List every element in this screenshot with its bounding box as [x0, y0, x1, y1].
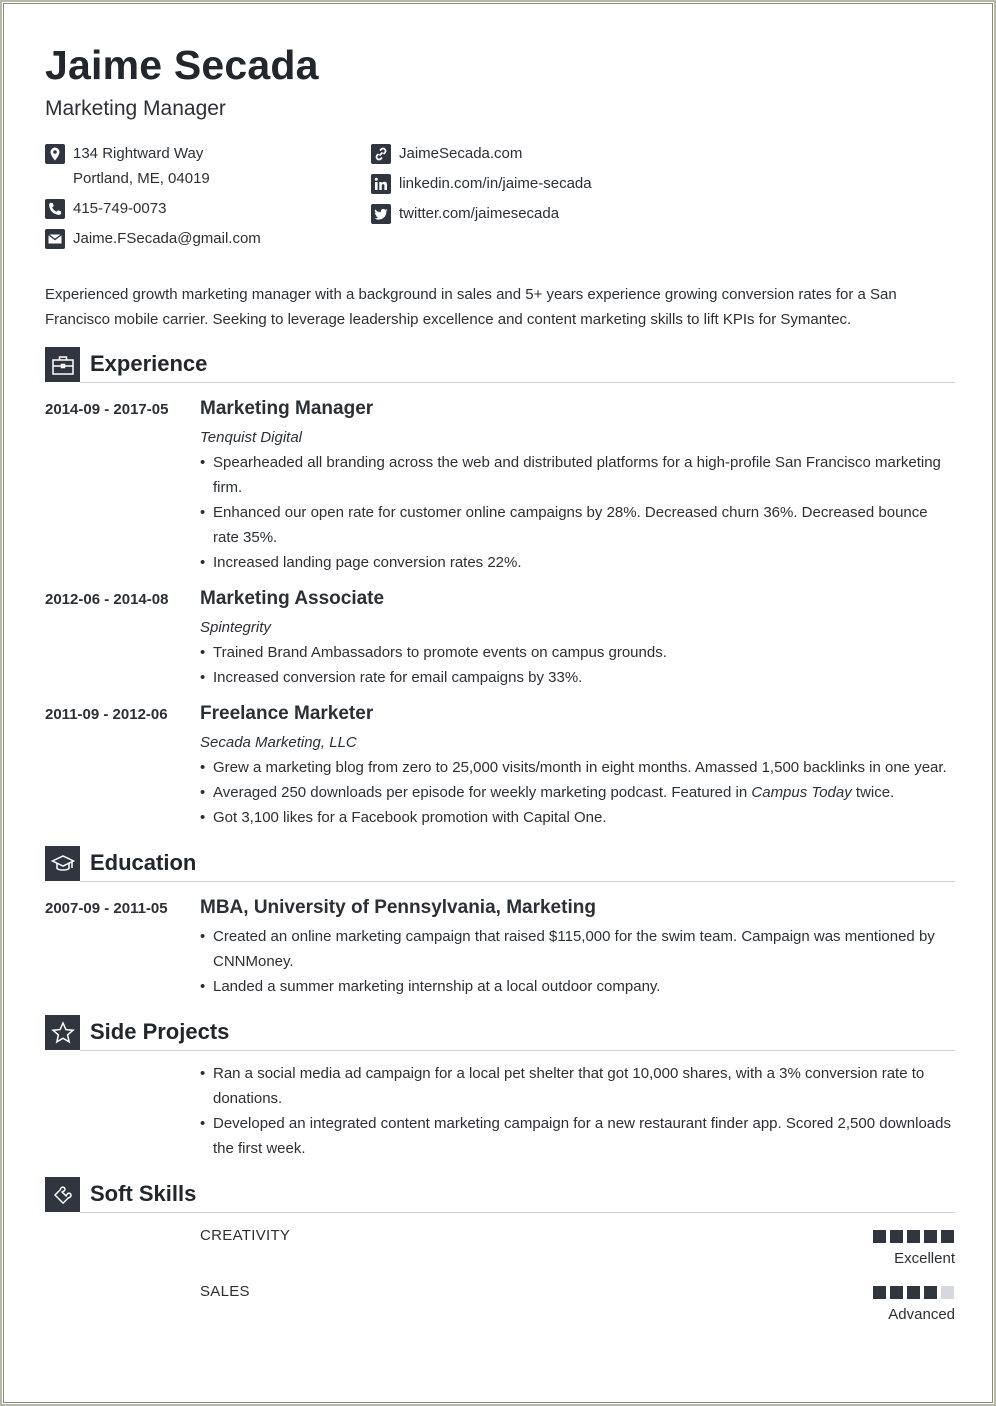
address-block — [73, 141, 210, 191]
rating-square-filled — [890, 1286, 903, 1299]
summary-text: Experienced growth marketing manager with a background in sales and 5+ years experience growing conversion rates for a San Francisco mobile carrier. Seeking to leverage leadership excellence and content marketing skills to lift KPIs for Symantec. — [45, 286, 897, 328]
rating-square-filled — [907, 1230, 920, 1243]
address-line1: 134 Rightward Way — [73, 145, 204, 162]
list-item: • Ran a social media ad campaign for a local pet shelter that got 10,000 shares, with a 3% conversion rate to donations. — [200, 1061, 955, 1111]
job-company: Tenquist Digital — [200, 429, 303, 446]
education-dates: 2007-09 - 2011-05 — [45, 900, 168, 917]
rating-square-filled — [924, 1286, 937, 1299]
side-projects-heading: Side Projects — [90, 1019, 230, 1044]
skill-rating — [873, 1286, 954, 1299]
skill-name: SALES — [200, 1283, 250, 1300]
rating-square-filled — [890, 1230, 903, 1243]
email-icon — [45, 229, 65, 249]
rating-square-filled — [907, 1286, 920, 1299]
podcast-feature: Campus Today — [751, 784, 852, 801]
list-item: • Increased landing page conversion rates 22%. — [200, 550, 950, 575]
job-bullets — [200, 450, 950, 575]
soft-skills-heading: Soft Skills — [90, 1181, 197, 1206]
phone-text[interactable]: 415-749-0073 — [73, 200, 167, 217]
list-item: • Landed a summer marketing internship at a local outdoor company. — [200, 974, 950, 999]
link-icon — [371, 144, 391, 164]
education-bullets — [200, 924, 950, 999]
job-company: Spintegrity — [200, 619, 271, 636]
resume-name: Jaime Secada — [45, 42, 319, 88]
job-title: Marketing Associate — [200, 588, 385, 609]
experience-heading: Experience — [90, 351, 208, 376]
list-item: • Trained Brand Ambassadors to promote events on campus grounds. — [200, 640, 950, 665]
degree-title: MBA, University of Pennsylvania, Marketing — [200, 897, 596, 918]
bullet-text: Averaged 250 downloads per episode for weekly marketing podcast. Featured in — [213, 784, 748, 801]
job-bullets — [200, 640, 950, 690]
education-heading: Education — [90, 850, 197, 875]
job-title: Freelance Marketer — [200, 703, 374, 724]
job-title: Marketing Manager — [200, 398, 374, 419]
phone-icon — [45, 199, 65, 219]
rating-square-filled — [873, 1286, 886, 1299]
skill-name: CREATIVITY — [200, 1227, 291, 1244]
linkedin-link[interactable]: linkedin.com/in/jaime-secada — [399, 175, 592, 192]
resume-role: Marketing Manager — [45, 97, 226, 120]
list-item: • Enhanced our open rate for customer online campaigns by 28%. Decreased churn 36%. Decreased bounce rate 35%. — [200, 500, 950, 550]
linkedin-icon — [371, 174, 391, 194]
list-item: • Developed an integrated content marketing campaign for a new restaurant finder app. Scored 2,500 downloads the first week. — [200, 1111, 955, 1161]
job-dates: 2011-09 - 2012-06 — [45, 706, 168, 723]
address-line2: Portland, ME, 04019 — [73, 170, 210, 187]
puzzle-icon — [45, 1177, 80, 1212]
rating-square-empty — [941, 1286, 954, 1299]
bullet-suffix: twice. — [851, 784, 895, 801]
job-company: Secada Marketing, LLC — [200, 734, 357, 751]
list-item: • Spearheaded all branding across the web and distributed platforms for a high-profile San Francisco marketing firm. — [200, 450, 950, 500]
job-bullets — [200, 755, 960, 830]
skill-rating — [873, 1230, 954, 1243]
skill-level: Excellent — [894, 1250, 955, 1267]
job-dates: 2014-09 - 2017-05 — [45, 401, 169, 418]
location-icon — [45, 144, 65, 164]
rating-square-filled — [941, 1230, 954, 1243]
twitter-link[interactable]: twitter.com/jaimesecada — [399, 205, 560, 222]
graduation-cap-icon — [45, 846, 80, 881]
soft-skills-divider — [80, 1212, 955, 1213]
rating-square-filled — [924, 1230, 937, 1243]
twitter-icon — [371, 204, 391, 224]
list-item — [200, 780, 960, 805]
skill-level: Advanced — [888, 1306, 955, 1323]
job-dates: 2012-06 - 2014-08 — [45, 591, 169, 608]
education-divider — [80, 881, 955, 882]
star-icon — [45, 1015, 80, 1050]
list-item: • Grew a marketing blog from zero to 25,000 visits/month in eight months. Amassed 1,500 backlinks in one year. — [200, 755, 960, 780]
website-link[interactable]: JaimeSecada.com — [399, 145, 523, 162]
side-project-bullets — [200, 1061, 955, 1161]
list-item: • Got 3,100 likes for a Facebook promotion with Capital One. — [200, 805, 960, 830]
list-item: • Created an online marketing campaign that raised $115,000 for the swim team. Campaign was mentioned by CNNMoney. — [200, 924, 950, 974]
briefcase-icon — [45, 347, 80, 382]
email-text[interactable]: Jaime.FSecada@gmail.com — [73, 230, 261, 247]
rating-square-filled — [873, 1230, 886, 1243]
experience-divider — [80, 382, 955, 383]
list-item: • Increased conversion rate for email campaigns by 33%. — [200, 665, 950, 690]
side-projects-divider — [80, 1050, 955, 1051]
